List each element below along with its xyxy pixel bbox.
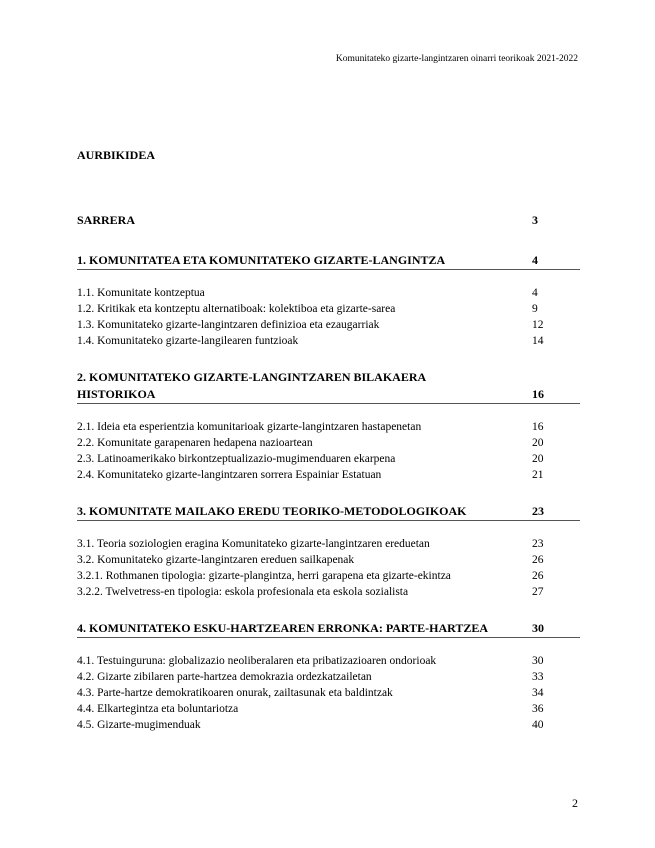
toc-section-title: 3.2.2. Twelvetress-en tipologia: eskola profesionala eta eskola sozialista [77, 586, 409, 598]
toc-chapter-entry-line2[interactable] [77, 386, 580, 404]
toc-section-entry[interactable] [77, 419, 580, 435]
toc-section-entry[interactable] [77, 653, 580, 669]
toc-intro-entry[interactable] [77, 212, 580, 229]
toc-section-page: 16 [532, 421, 544, 433]
toc-section-entry[interactable] [77, 536, 580, 552]
toc-section-entry[interactable] [77, 552, 580, 568]
toc-section-title: 4.4. Elkartegintza eta boluntariotza [77, 703, 239, 715]
toc-section-entry[interactable] [77, 568, 580, 584]
toc-section-page: 27 [532, 586, 544, 598]
toc-section-title: 2.2. Komunitate garapenaren hedapena nazioartean [77, 437, 313, 449]
toc-section-page: 12 [532, 319, 544, 331]
toc-section-entry[interactable] [77, 333, 580, 349]
toc-heading: AURBIKIDEA [77, 148, 156, 162]
toc-section-page: 33 [532, 671, 544, 683]
toc-section-entry[interactable] [77, 285, 580, 301]
toc-section-entry[interactable] [77, 467, 580, 483]
toc-section-entry[interactable] [77, 685, 580, 701]
toc-section-entry[interactable] [77, 435, 580, 451]
toc-section-page: 34 [532, 687, 544, 699]
toc-section-page: 23 [532, 538, 544, 550]
toc-section-page: 26 [532, 554, 544, 566]
toc-section-entry[interactable] [77, 451, 580, 467]
toc-chapter-page: 16 [532, 387, 544, 401]
toc-section-entry[interactable] [77, 717, 580, 733]
toc-chapter-page: 23 [532, 504, 544, 518]
toc-entry-title: SARRERA [77, 213, 136, 227]
toc-chapter-title: 3. KOMUNITATE MAILAKO EREDU TEORIKO-METODOLOGIKOAK [77, 504, 467, 518]
toc-section-title: 1.2. Kritikak eta kontzeptu alternatiboak: kolektiboa eta gizarte-sarea [77, 303, 396, 315]
toc-section-entry[interactable] [77, 301, 580, 317]
toc-section-entry[interactable] [77, 317, 580, 333]
toc-section-page: 26 [532, 570, 544, 582]
toc-chapter-title: HISTORIKOA [77, 387, 156, 401]
toc-section-title: 3.1. Teoria soziologien eragina Komunitateko gizarte-langintzaren ereduetan [77, 538, 430, 550]
toc-section-page: 14 [532, 335, 544, 347]
toc-section-page: 21 [532, 469, 544, 481]
toc-chapter-page: 4 [532, 253, 538, 267]
toc-chapter-entry[interactable] [77, 620, 580, 638]
toc-section-page: 36 [532, 703, 544, 715]
toc-entry-page: 3 [532, 213, 538, 227]
toc-chapter-title: 4. KOMUNITATEKO ESKU-HARTZEAREN ERRONKA: PARTE-HARTZEA [77, 621, 489, 635]
table-of-contents [77, 212, 580, 733]
toc-section-page: 4 [532, 287, 538, 299]
toc-chapter-entry[interactable] [77, 252, 580, 270]
toc-section-page: 20 [532, 437, 544, 449]
toc-section-title: 3.2.1. Rothmanen tipologia: gizarte-plangintza, herri garapena eta gizarte-ekintza [77, 570, 451, 582]
toc-chapter-title: 1. KOMUNITATEA ETA KOMUNITATEKO GIZARTE-LANGINTZA [77, 253, 446, 267]
page-number: 2 [572, 796, 578, 810]
toc-section-page: 20 [532, 453, 544, 465]
toc-chapter-entry[interactable] [77, 503, 580, 521]
toc-chapter-entry-line1[interactable] [77, 369, 580, 386]
toc-section-title: 4.2. Gizarte zibilaren parte-hartzea demokrazia ordezkatzailetan [77, 671, 372, 683]
toc-section-page: 9 [532, 303, 538, 315]
toc-section-page: 30 [532, 655, 544, 667]
toc-section-title: 2.1. Ideia eta esperientzia komunitarioak gizarte-langintzaren hastapenetan [77, 421, 422, 433]
toc-section-title: 1.1. Komunitate kontzeptua [77, 287, 205, 299]
toc-chapter-page: 30 [532, 621, 544, 635]
toc-chapter-title: 2. KOMUNITATEKO GIZARTE-LANGINTZAREN BILAKAERA [77, 370, 427, 384]
toc-section-entry[interactable] [77, 701, 580, 717]
toc-section-title: 4.3. Parte-hartze demokratikoaren onurak, zailtasunak eta baldintzak [77, 687, 393, 699]
toc-section-entry[interactable] [77, 669, 580, 685]
toc-section-title: 2.4. Komunitateko gizarte-langintzaren sorrera Espainiar Estatuan [77, 469, 382, 481]
toc-section-title: 1.4. Komunitateko gizarte-langilearen funtzioak [77, 335, 299, 347]
toc-section-title: 4.5. Gizarte-mugimenduak [77, 719, 201, 731]
running-header: Komunitateko gizarte-langintzaren oinarri teorikoak 2021-2022 [335, 54, 578, 64]
toc-section-page: 40 [532, 719, 544, 731]
toc-section-title: 2.3. Latinoamerikako birkontzeptualizazio-mugimenduaren ekarpena [77, 453, 396, 465]
toc-section-entry[interactable] [77, 584, 580, 600]
toc-section-title: 1.3. Komunitateko gizarte-langintzaren definizioa eta ezaugarriak [77, 319, 380, 331]
toc-section-title: 4.1. Testuinguruna: globalizazio neoliberalaren eta pribatizazioaren ondorioak [77, 655, 437, 667]
toc-section-title: 3.2. Komunitateko gizarte-langintzaren ereduen sailkapenak [77, 554, 355, 566]
